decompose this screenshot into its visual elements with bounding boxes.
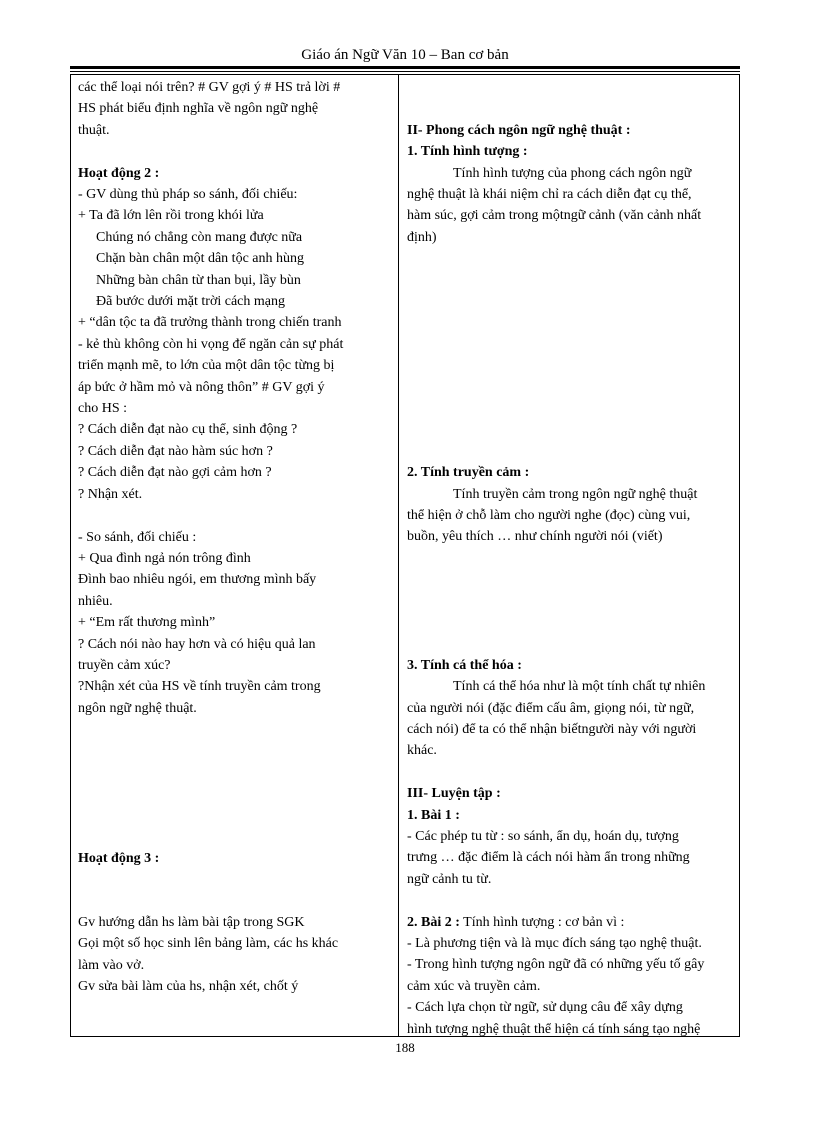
activity-2-heading: Hoạt động 2 :	[78, 165, 160, 181]
practice-line: Gv hướng dẫn hs làm bài tập trong SGK	[78, 914, 305, 930]
exercise-2-item: hình tượng nghệ thuật thể hiện cá tính sáng tạo nghệ	[407, 1021, 701, 1037]
compare-instruction: - GV dùng thủ pháp so sánh, đối chiếu:	[78, 187, 298, 203]
exercise-1-heading: 1. Bài 1 :	[407, 807, 460, 823]
activity-3-heading: Hoạt động 3 :	[78, 850, 160, 866]
question-line: ? Cách diễn đạt nào gợi cảm hơn ?	[78, 465, 272, 481]
page-number: 188	[395, 1040, 415, 1055]
poem-line: Chặn bàn chân một dân tộc anh hùng	[96, 251, 305, 267]
section-2-heading: II- Phong cách ngôn ngữ nghệ thuật :	[407, 122, 631, 138]
question-line: ? Cách diễn đạt nào cụ thể, sinh động ?	[78, 422, 298, 438]
poem-line: Những bàn chân từ than bụi, lầy bùn	[96, 272, 301, 288]
header-rule-thick	[70, 66, 740, 69]
exercise-1-text: trưng … đặc điểm là cách nói hàm ẩn trong những	[407, 850, 690, 866]
folk-verse-line: Đình bao nhiêu ngói, em thương mình bấy	[78, 572, 317, 588]
prose-quote-line: cho HS :	[78, 401, 127, 417]
subheading-individuality: 3. Tính cá thể hóa :	[407, 657, 522, 673]
compare-instruction-2: - So sánh, đối chiếu :	[78, 529, 197, 545]
subheading-imagery: 1. Tính hình tượng :	[407, 144, 528, 160]
header-rule-thin	[70, 71, 740, 72]
question-line: ? Nhận xét.	[78, 486, 143, 502]
intro-line: các thể loại nói trên? # GV gợi ý # HS trả lời #	[78, 80, 341, 95]
folk-verse-line: nhiêu.	[78, 593, 113, 609]
question-line: ngôn ngữ nghệ thuật.	[78, 700, 197, 716]
column-divider	[398, 75, 399, 1036]
individuality-text: cách nói) để ta có thể nhận biếtngười này với người	[407, 721, 697, 737]
page-header: Giáo án Ngữ Văn 10 – Ban cơ bản	[301, 47, 509, 63]
prose-quote-line: áp bức ở hầm mỏ và nông thôn” # GV gợi ý	[78, 379, 325, 395]
exercise-1-text: ngữ cảnh tu từ.	[407, 871, 492, 887]
prose-quote-line: triển mạnh mẽ, to lớn của một dân tộc từng bị	[78, 358, 335, 374]
subheading-emotiveness: 2. Tính truyền cảm :	[407, 465, 530, 481]
poem-line: Đã bước dưới mặt trời cách mạng	[96, 294, 285, 310]
prose-quote-line: + “dân tộc ta đã trưởng thành trong chiến tranh	[78, 315, 342, 331]
folk-verse-line: + “Em rất thương mình”	[78, 615, 216, 631]
exercise-2-heading	[407, 912, 728, 933]
folk-verse-line: + Qua đình ngả nón trông đình	[78, 550, 251, 566]
imagery-text: nghệ thuật là khái niệm chỉ ra cách diễn đạt cụ thể,	[407, 187, 692, 202]
question-line: ?Nhận xét của HS về tính truyền cảm trong	[78, 679, 321, 695]
emotiveness-text: Tính truyền cảm trong ngôn ngữ nghệ thuật	[453, 486, 698, 502]
exercise-2-item: - Trong hình tượng ngôn ngữ đã có những yếu tố gây	[407, 957, 705, 973]
prose-quote-line: - kẻ thù không còn hi vọng để ngăn cản sự phát	[78, 336, 344, 352]
emotiveness-text: buồn, yêu thích … như chính người nói (viết)	[407, 529, 663, 545]
imagery-text: định)	[407, 229, 437, 245]
intro-line: thuật.	[78, 122, 110, 138]
imagery-text: hàm súc, gợi cảm trong mộtngữ cảnh (văn cảnh nhất	[407, 208, 702, 224]
intro-line: HS phát biểu định nghĩa về ngôn ngữ nghệ	[78, 101, 319, 117]
individuality-text: Tính cá thể hóa như là một tính chất tự nhiên	[453, 679, 706, 695]
exercise-1-text: - Các phép tu từ : so sánh, ẩn dụ, hoán dụ, tượng	[407, 828, 679, 844]
poem-line: Chúng nó chẳng còn mang được nữa	[96, 229, 303, 245]
exercise-2-item: cảm xúc và truyền cảm.	[407, 978, 541, 994]
practice-line: làm vào vở.	[78, 957, 145, 973]
emotiveness-text: thể hiện ở chỗ làm cho người nghe (đọc) cùng vui,	[407, 507, 691, 523]
imagery-text: Tính hình tượng của phong cách ngôn ngữ	[453, 165, 692, 181]
exercise-2-item: - Cách lựa chọn từ ngữ, sử dụng câu để xây dựng	[407, 1000, 683, 1016]
lesson-table	[70, 74, 740, 1037]
practice-line: Gọi một số học sinh lên bảng làm, các hs khác	[78, 936, 339, 952]
question-line: ? Cách nói nào hay hơn và có hiệu quả lan	[78, 636, 316, 652]
question-line: ? Cách diễn đạt nào hàm súc hơn ?	[78, 443, 273, 459]
content-column	[407, 77, 728, 1040]
individuality-text: khác.	[407, 743, 437, 759]
poem-lead-line: + Ta đã lớn lên rồi trong khói lửa	[78, 208, 264, 224]
exercise-2-summary: Tính hình tượng : cơ bản vì :	[459, 914, 625, 930]
section-3-heading: III- Luyện tập :	[407, 786, 501, 802]
practice-line: Gv sửa bài làm của hs, nhận xét, chốt ý	[78, 978, 299, 994]
exercise-2-item: - Là phương tiện và là mục đích sáng tạo nghệ thuật.	[407, 935, 702, 951]
teacher-student-activities-column	[78, 77, 391, 997]
exercise-2-label: 2. Bài 2 :	[407, 914, 460, 930]
question-line: truyền cảm xúc?	[78, 657, 171, 673]
individuality-text: của người nói (đặc điểm cấu âm, giọng nói, từ ngữ,	[407, 700, 695, 716]
